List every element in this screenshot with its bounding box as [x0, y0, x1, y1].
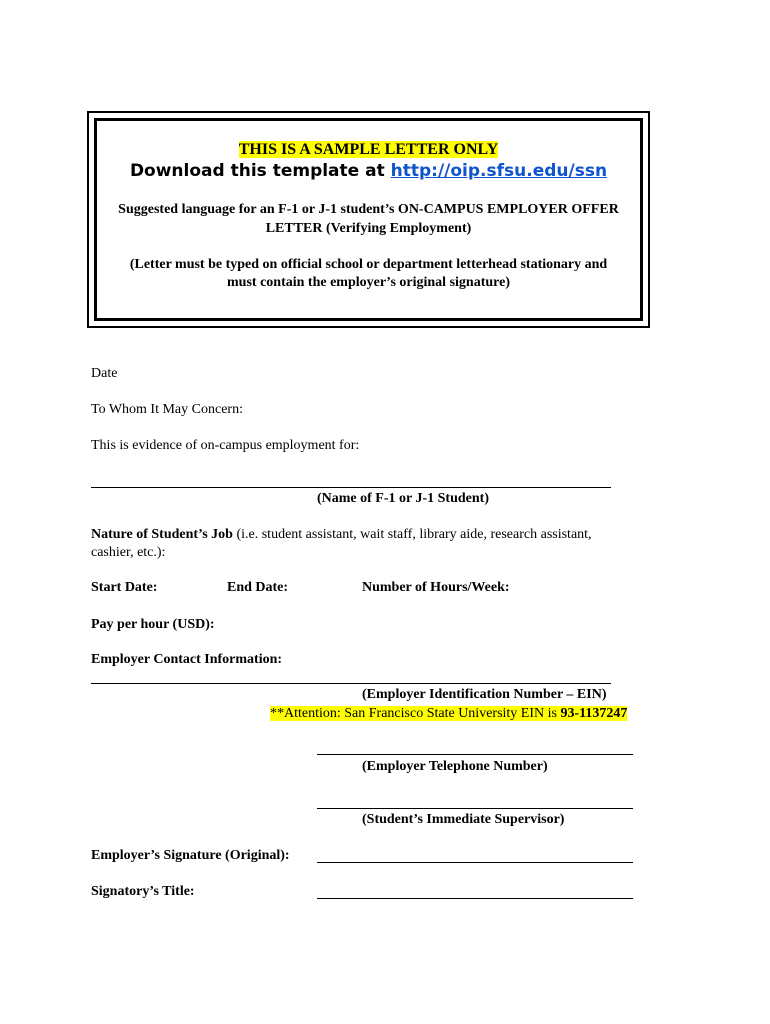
hours-week-label: Number of Hours/Week: — [362, 580, 510, 595]
nature-hint: (i.e. student assistant, wait staff, library aide, research assistant, — [232, 527, 592, 542]
end-date-label: End Date: — [227, 580, 289, 595]
start-date-label: Start Date: — [91, 580, 158, 595]
ein-attention — [270, 706, 627, 722]
letterhead-line-1: (Letter must be typed on official school or department letterhead stationary and — [129, 257, 608, 272]
contact-label: Employer Contact Information: — [91, 652, 283, 667]
ein-line — [91, 683, 611, 684]
attention-ein: 93-1137247 — [560, 706, 628, 721]
signatory-title-label: Signatory’s Title: — [91, 884, 195, 899]
notice-box — [87, 111, 650, 328]
suggested-line-2: LETTER (Verifying Employment) — [265, 221, 472, 236]
evidence-text: This is evidence of on-campus employment for: — [91, 438, 360, 453]
notice-box-inner — [94, 118, 643, 321]
suggested-line-1: Suggested language for an F-1 or J-1 student’s ON-CAMPUS EMPLOYER OFFER — [118, 202, 619, 217]
phone-line — [317, 754, 633, 755]
greeting: To Whom It May Concern: — [91, 402, 243, 417]
letterhead-line-2: must contain the employer’s original signature) — [227, 275, 510, 290]
nature-line-1 — [91, 527, 592, 543]
nature-line-2: cashier, etc.): — [91, 545, 166, 560]
download-line — [97, 161, 640, 181]
signature-line — [317, 862, 633, 863]
student-name-caption: (Name of F-1 or J-1 Student) — [317, 491, 489, 506]
phone-caption: (Employer Telephone Number) — [362, 759, 548, 774]
download-prefix: Download this template at — [129, 161, 391, 181]
supervisor-caption: (Student’s Immediate Supervisor) — [362, 812, 565, 827]
template-link[interactable]: http://oip.sfsu.edu/ssn — [390, 161, 608, 181]
sample-title-line — [97, 141, 640, 159]
signature-label: Employer’s Signature (Original): — [91, 848, 290, 863]
attention-prefix: **Attention: San Francisco State University EIN is — [270, 706, 561, 721]
supervisor-line — [317, 808, 633, 809]
date-label: Date — [91, 366, 118, 381]
pay-label: Pay per hour (USD): — [91, 617, 215, 632]
attention-text — [270, 706, 627, 721]
ein-caption: (Employer Identification Number – EIN) — [362, 687, 607, 702]
sample-title: THIS IS A SAMPLE LETTER ONLY — [238, 141, 499, 158]
student-name-line — [91, 487, 611, 488]
signatory-title-line — [317, 898, 633, 899]
nature-label: Nature of Student’s Job — [91, 527, 233, 542]
